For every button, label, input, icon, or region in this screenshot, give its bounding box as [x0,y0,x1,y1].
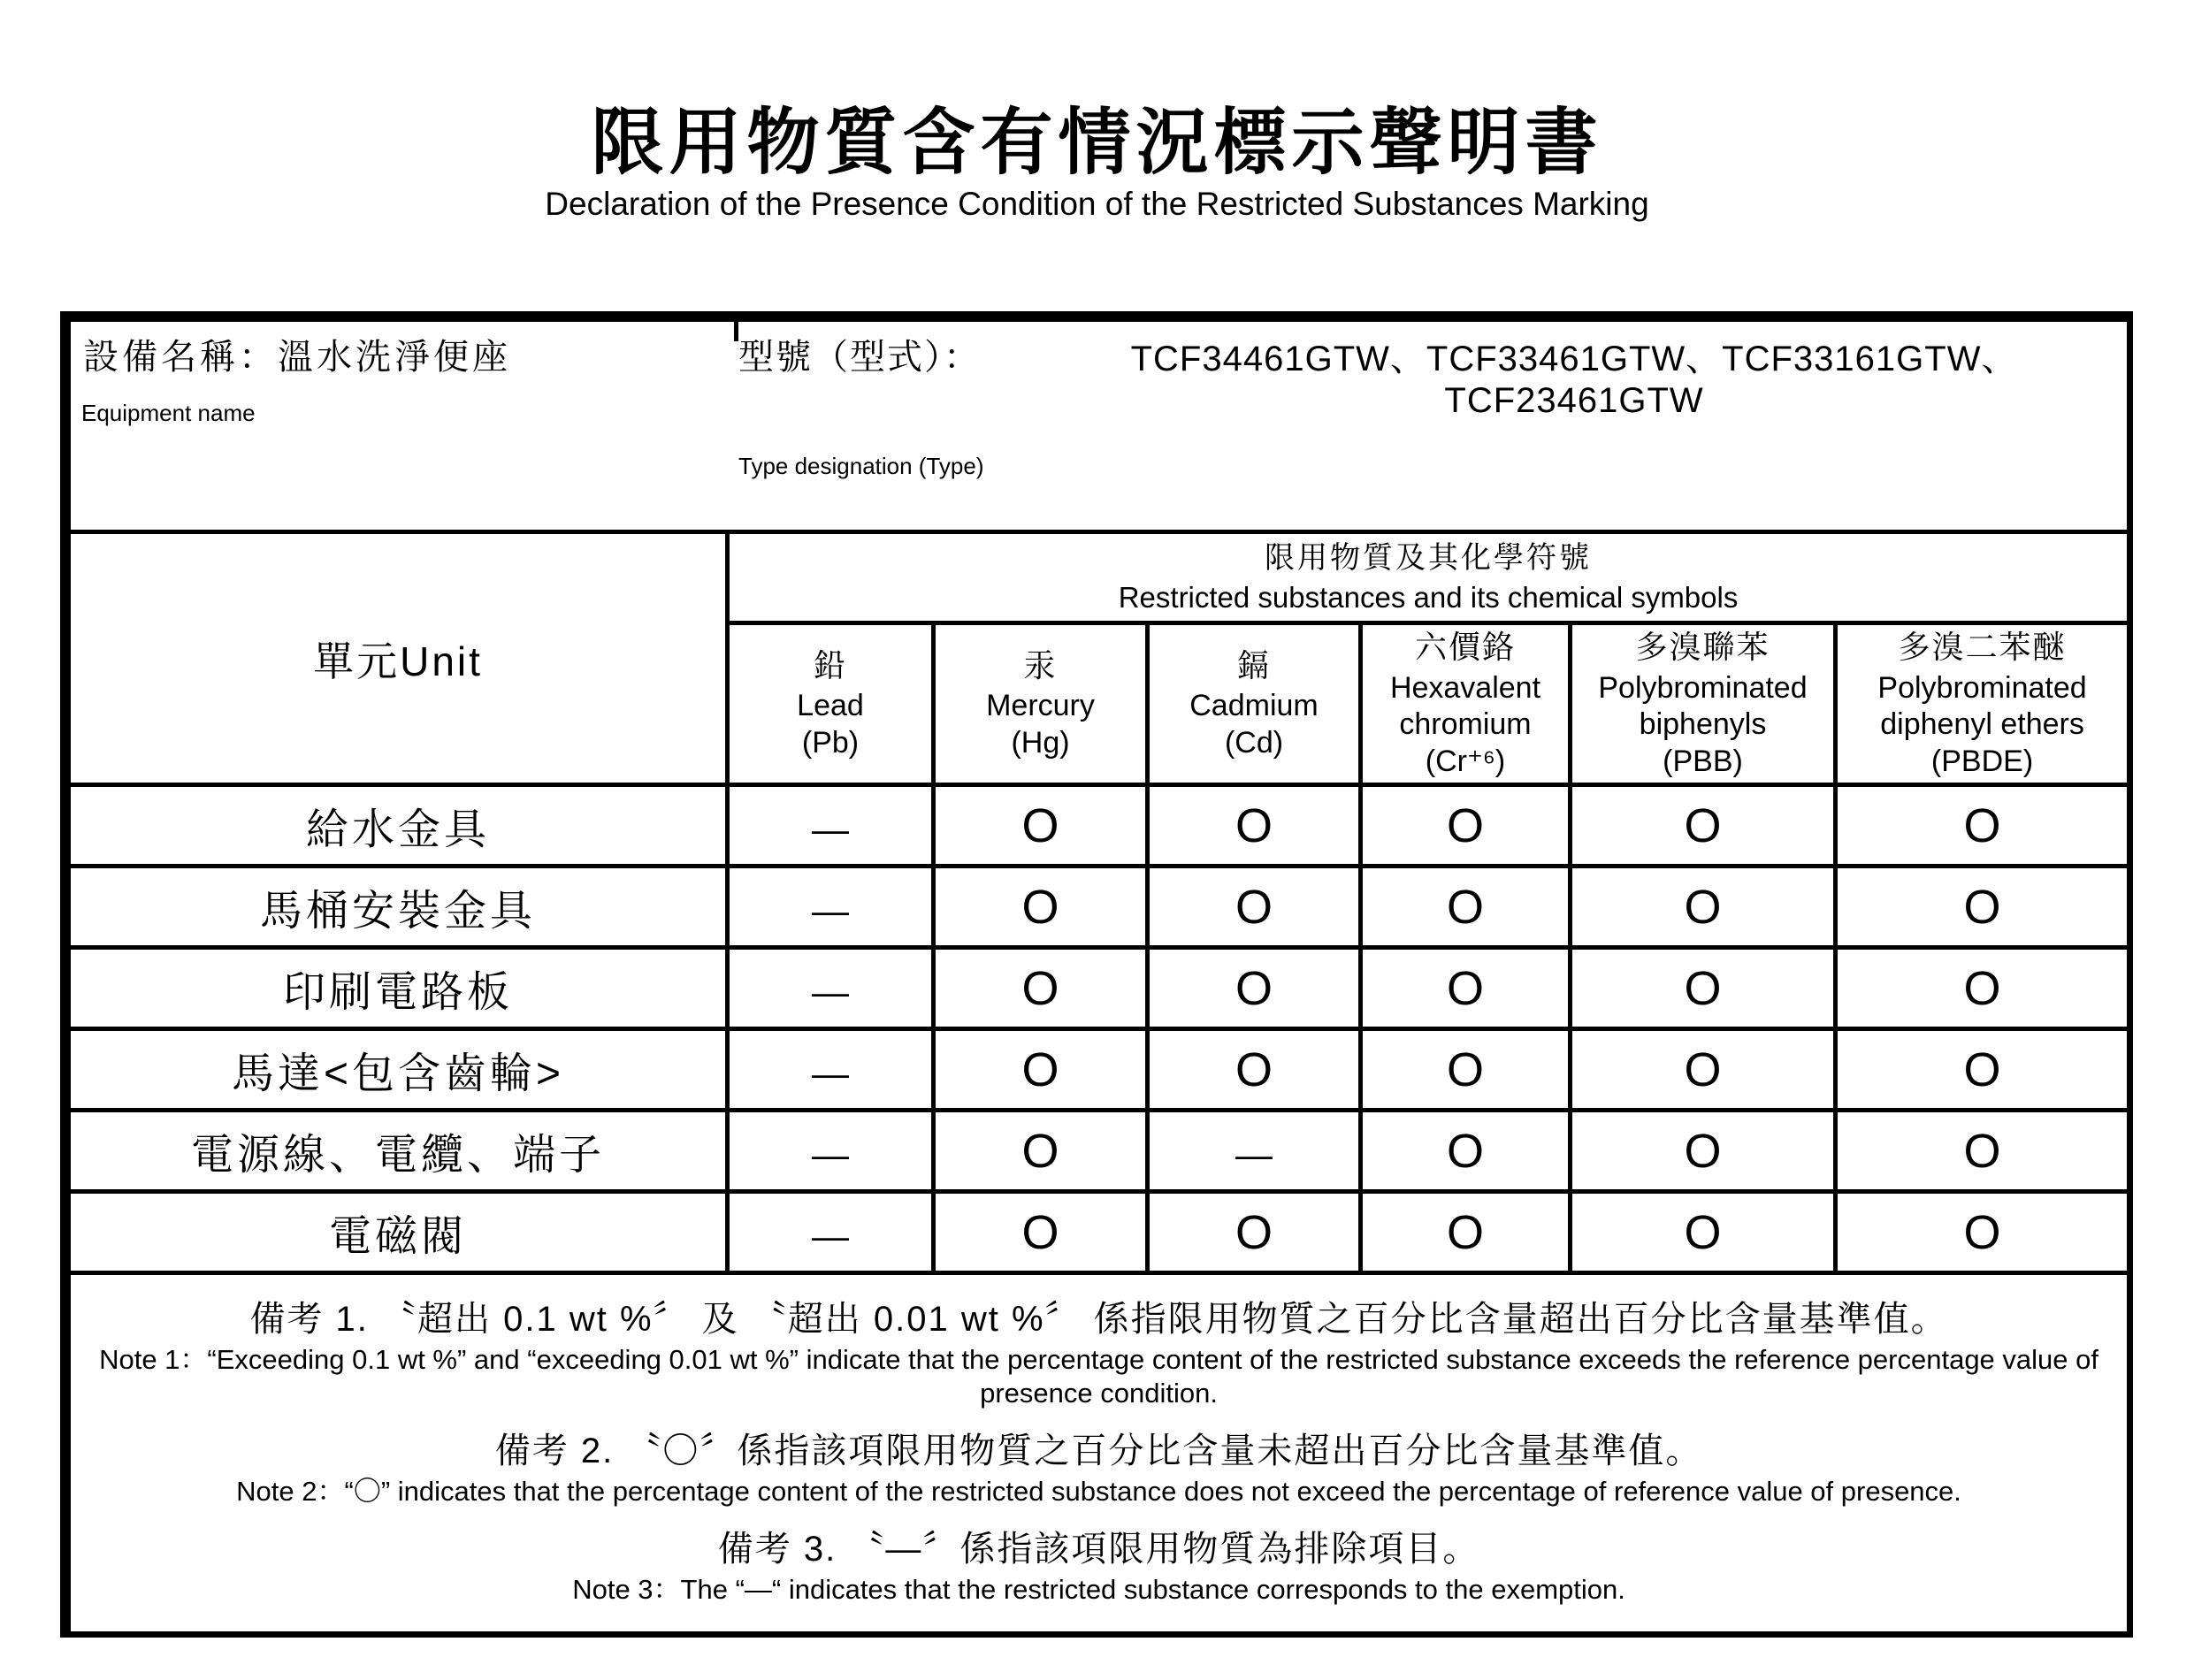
table-row [69,1192,2129,1273]
substances-group-header-cn: 限用物質及其化學符號 [1265,540,1593,575]
substance-mark: O [1235,1205,1273,1259]
unit-label: 電磁閥 [69,1192,728,1273]
unit-label: 給水金具 [69,785,728,867]
substance-mark: — [812,889,849,931]
table-row [69,785,2129,867]
column-header-cn: 多溴二苯醚 [1898,628,2067,665]
document-title: 限用物質含有情況標示聲明書 [591,103,1603,183]
substance-mark: — [812,970,849,1012]
substances-group-header-en: Restricted substances and its chemical symbols [1118,580,1739,614]
column-header-en: Hexavalent chromium [1389,670,1541,742]
document-subtitle: Declaration of the Presence Condition of the Restricted Substances Marking [545,186,1649,222]
equipment-name-label-en: Equipment name [81,400,256,426]
substance-mark: O [1235,961,1273,1015]
substance-mark: — [1235,1133,1273,1175]
column-header-cn: 汞 [1023,646,1058,683]
column-header-symbol: (Cd) [1224,725,1284,760]
column-header-cn: 多溴聯苯 [1635,628,1770,665]
substance-mark: O [1235,880,1273,934]
equipment-name-label-cn: 設備名稱：溫水洗淨便座 [83,338,511,377]
column-header-hexavalent-chromium [1361,623,1571,785]
unit-label: 馬達<包含齒輪> [69,1029,728,1111]
substance-mark: — [812,1214,849,1256]
substance-mark: O [1684,961,1722,1015]
substance-mark: O [1021,1042,1059,1096]
table-row [69,1029,2129,1111]
column-header-cadmium [1148,623,1361,785]
substance-mark: O [1446,798,1484,852]
table-row [69,867,2129,948]
substance-mark: O [1963,798,2001,852]
column-header-cn: 鉛 [813,646,847,683]
note-2-en: Note 2：“〇” indicates that the percentage content of the restricted substance does not exceed the percentage of reference value of presence. [236,1476,1961,1507]
substance-mark: O [1963,961,2001,1015]
column-header-pbde [1836,623,2129,785]
substance-mark: O [1021,1205,1059,1259]
declaration-table [60,311,2133,1638]
substance-mark: O [1021,880,1059,934]
note-1-en: Note 1：“Exceeding 0.1 wt %” and “exceeding 0.01 wt %” indicate that the percentage content of the restricted substance exceeds the reference percentage value of presence condition. [99,1344,2098,1409]
column-header-symbol: (PBB) [1663,744,1743,778]
type-designation-label-cn: 型號（型式）： [738,338,981,377]
column-header-en: Polybrominated diphenyl ethers [1877,670,2087,742]
column-header-cn: 鎘 [1236,646,1271,683]
substance-mark: O [1446,1042,1484,1096]
column-header-symbol: (Pb) [801,725,860,760]
substance-mark: O [1684,1205,1722,1259]
substance-mark: O [1684,1124,1722,1178]
substance-mark: O [1446,1205,1484,1259]
substance-mark: O [1235,1042,1273,1096]
substance-mark: — [812,1133,849,1175]
note-1-cn: 備考 1. 〝超出 0.1 wt %〞 及 〝超出 0.01 wt %〞 係指限用物質之百分比含量超出百分比含量基準值。 [249,1300,1948,1340]
substance-mark: — [812,807,849,850]
substance-mark: O [1684,1042,1722,1096]
substance-mark: O [1446,961,1484,1015]
table-row [69,948,2129,1029]
note-2-cn: 備考 2. 〝〇〞係指該項限用物質之百分比含量未超出百分比含量基準值。 [494,1432,1703,1470]
substance-mark: O [1963,1205,2001,1259]
type-designation-label-en: Type designation (Type) [738,453,984,479]
column-header-cn: 六價鉻 [1414,628,1516,665]
model-numbers: TCF34461GTW、TCF33461GTW、TCF33161GTW、TCF23461GTW [1130,340,2018,420]
column-header-en: Cadmium [1189,689,1319,723]
substances-group-header [728,532,2129,623]
column-header-en: Lead [797,689,864,723]
substance-mark: O [1963,880,2001,934]
column-header-pbb [1571,623,1836,785]
note-3-cn: 備考 3. 〝—〞係指該項限用物質為排除項目。 [717,1529,1480,1569]
substance-mark: O [1684,798,1722,852]
substance-mark: O [1963,1124,2001,1178]
column-header-en: Mercury [986,689,1095,723]
substance-mark: O [1446,880,1484,934]
column-header-symbol: (Cr⁺⁶) [1425,744,1506,778]
unit-label: 馬桶安裝金具 [69,867,728,948]
substance-mark: O [1021,961,1059,1015]
substance-mark: O [1021,798,1059,852]
unit-label: 電源線、電纜、端子 [69,1111,728,1192]
equipment-info-cell [69,320,2129,532]
substance-mark: O [1963,1042,2001,1096]
column-header-symbol: (PBDE) [1930,744,2034,778]
table-row [69,1111,2129,1192]
note-3-en: Note 3：The “—“ indicates that the restricted substance corresponds to the exemption. [572,1573,1625,1605]
notes-section [69,1273,2129,1634]
unit-label: 印刷電路板 [69,948,728,1029]
substance-mark: O [1446,1124,1484,1178]
substance-mark: O [1021,1124,1059,1178]
column-header-en: Polybrominated biphenyls [1598,670,1808,742]
substance-mark: — [812,1051,849,1094]
unit-column-header: 單元Unit [69,532,728,785]
substance-mark: O [1235,798,1273,852]
substance-mark: O [1684,880,1722,934]
column-header-mercury [934,623,1148,785]
column-header-symbol: (Hg) [1011,725,1070,760]
column-header-lead [728,623,934,785]
